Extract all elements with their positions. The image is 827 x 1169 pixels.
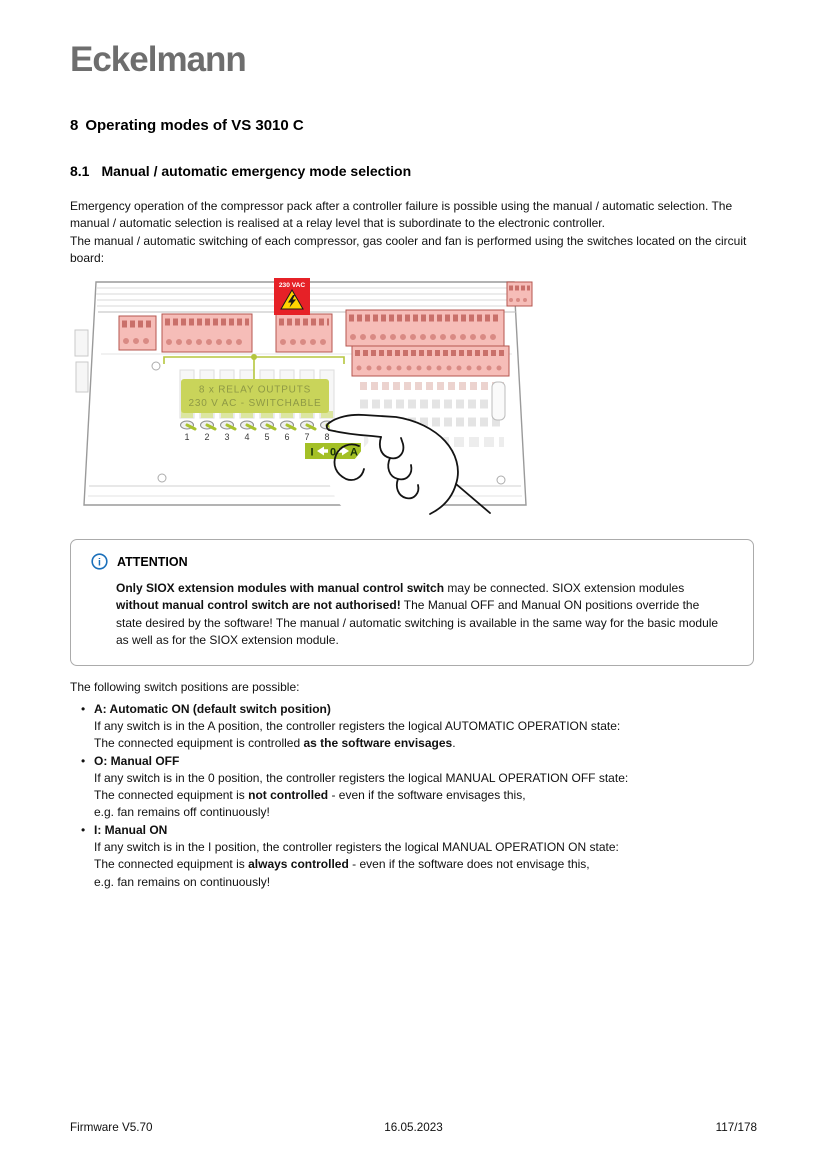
list-item-line: If any switch is in the I position, the controller registers the logical MANUAL OPERATION ON state: xyxy=(94,840,619,855)
svg-text:2: 2 xyxy=(204,432,210,443)
footer-date: 16.05.2023 xyxy=(384,1121,443,1134)
switch-position-label xyxy=(305,443,361,459)
switch-positions-intro: The following switch positions are possible: xyxy=(70,680,300,695)
position-0: 0 xyxy=(329,446,337,459)
list-item-line: The connected equipment is controlled as the software envisages. xyxy=(94,736,456,751)
left-connectors xyxy=(75,330,88,392)
page-footer xyxy=(70,1121,757,1137)
svg-text:7: 7 xyxy=(304,432,310,443)
svg-text:4: 4 xyxy=(244,432,250,443)
position-i: I xyxy=(310,446,314,459)
bullet-marker: • xyxy=(81,701,86,716)
svg-text:8: 8 xyxy=(324,432,330,443)
chapter-title: Operating modes of VS 3010 C xyxy=(85,117,304,134)
voltage-warning-label xyxy=(274,278,310,315)
attention-callout xyxy=(70,539,754,666)
list-item-line: The connected equipment is always controlled - even if the software does not envisage this, xyxy=(94,857,590,872)
footer-page-number: 117/178 xyxy=(715,1121,757,1134)
svg-text:6: 6 xyxy=(284,432,290,443)
info-icon xyxy=(91,553,108,570)
terminal-block xyxy=(119,316,156,350)
list-item-title: O: Manual OFF xyxy=(94,753,180,768)
section-heading xyxy=(70,163,757,179)
position-a: A xyxy=(350,446,358,459)
list-item xyxy=(70,753,757,822)
section-number: 8.1 xyxy=(70,163,90,179)
intro-paragraphs xyxy=(70,198,757,267)
voltage-warning-text: 230 VAC xyxy=(278,282,306,290)
list-item-line: e.g. fan remains off continuously! xyxy=(94,805,270,820)
intro-paragraph-2: The manual / automatic switching of each compressor, gas cooler and fan is performed using the switches located on the circuit board: xyxy=(70,233,747,265)
bullet-marker: • xyxy=(81,753,86,768)
switch-positions-list xyxy=(70,701,757,891)
list-item xyxy=(70,822,757,891)
attention-text: Only SIOX extension modules with manual control switch may be connected. SIOX extension modules without manual control switch are not authorised! The Manual OFF and Manual ON positions override the state desired by the software! The manual / automatic switching is available in the same way for the basic module as well as for the SIOX extension module. xyxy=(116,581,719,648)
circuit-board-figure xyxy=(73,274,535,516)
intro-paragraph-1: Emergency operation of the compressor pack after a controller failure is possible using the manual / automatic selection. The manual / automatic selection is realised at a relay level that is subordinate to the electronic controller. xyxy=(70,199,733,231)
terminal-block xyxy=(346,310,504,346)
list-item-line: e.g. fan remains on continuously! xyxy=(94,874,271,889)
eckelmann-logo: Eckelmann xyxy=(70,40,246,79)
terminal-block xyxy=(276,314,332,352)
svg-text:3: 3 xyxy=(224,432,230,443)
list-item-line: If any switch is in the 0 position, the controller registers the logical MANUAL OPERATION OFF state: xyxy=(94,770,629,785)
list-item-line: The connected equipment is not controlled - even if the software envisages this, xyxy=(94,788,526,803)
chapter-number: 8 xyxy=(70,117,79,134)
chapter-heading xyxy=(70,117,757,134)
svg-text:i: i xyxy=(98,556,101,569)
list-item xyxy=(70,701,757,753)
attention-title: ATTENTION xyxy=(117,554,188,569)
section-title: Manual / automatic emergency mode selection xyxy=(101,163,412,179)
list-item-title: I: Manual ON xyxy=(94,822,168,837)
list-item-title: A: Automatic ON (default switch position) xyxy=(94,701,331,716)
list-item-line: If any switch is in the A position, the controller registers the logical AUTOMATIC OPERATION state: xyxy=(94,718,621,733)
footer-firmware-version: Firmware V5.70 xyxy=(70,1121,153,1134)
relay-outputs-label-line2: 230 V AC - SWITCHABLE xyxy=(188,398,322,410)
relay-outputs-label-line1: 8 x RELAY OUTPUTS xyxy=(198,384,312,396)
terminal-block xyxy=(162,314,252,352)
terminal-block xyxy=(352,346,509,376)
circuit-board-illustration xyxy=(73,274,535,516)
terminal-block xyxy=(507,282,532,306)
svg-text:1: 1 xyxy=(184,432,190,443)
svg-text:5: 5 xyxy=(264,432,270,443)
bullet-marker: • xyxy=(81,822,86,837)
